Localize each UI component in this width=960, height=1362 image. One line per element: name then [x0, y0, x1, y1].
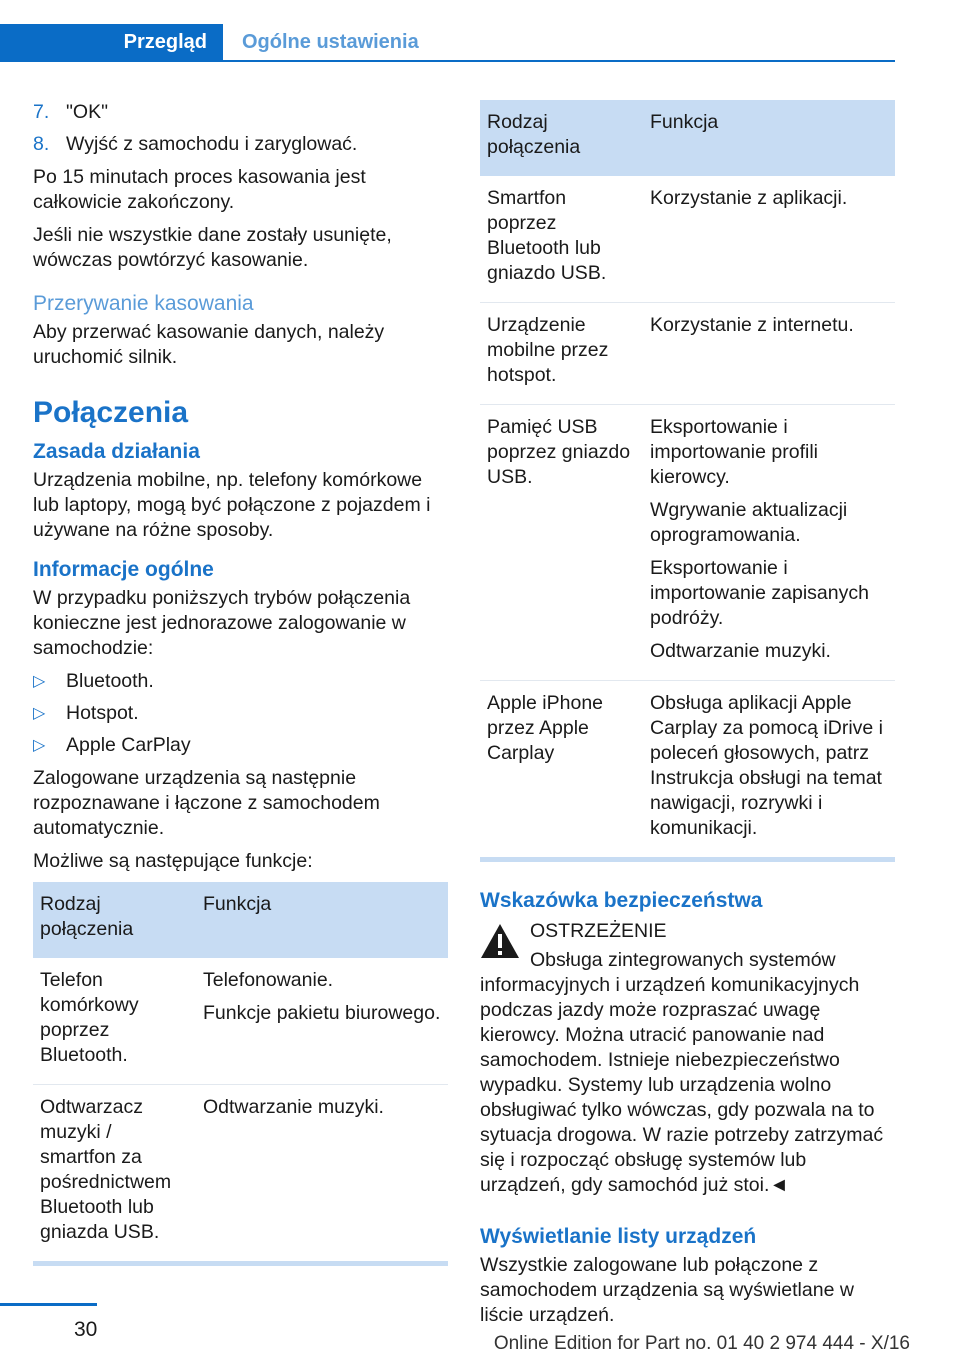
functions-table-left: [33, 882, 448, 1261]
chapter-heading: Połączenia: [33, 396, 189, 429]
cell-text: Eksportowanie i importowanie profili kierowcy.: [650, 416, 818, 488]
table-cell: [643, 405, 895, 681]
table-cell: Pamięć USB poprzez gniazdo USB.: [480, 405, 643, 681]
bullet-text: Apple CarPlay: [66, 734, 191, 756]
cell-text: Funkcje pakietu biurowego.: [203, 1002, 441, 1024]
bullet-triangle-icon: ▷: [33, 705, 46, 722]
table-cell: Smartfon poprzez Bluetooth lub gniazdo USB.: [480, 176, 643, 303]
table-row: [480, 681, 895, 858]
column-header: Rodzaj połączenia: [33, 882, 196, 958]
warning-box: [480, 919, 895, 1198]
table-row: [480, 405, 895, 681]
table-cell: [643, 681, 895, 858]
bullet-text: Bluetooth.: [66, 670, 154, 692]
paragraph: Po 15 minutach proces kasowania jest całkowicie zakończony.: [33, 166, 366, 213]
paragraph: Urządzenia mobilne, np. telefony komórkowe lub laptopy, mogą być połączone z pojazdem i używane na różne sposoby.: [33, 469, 431, 541]
warning-text: Obsługa zintegrowanych systemów informacyjnych i urządzeń komunikacyjnych podczas jazdy może rozpraszać uwagę kierowcy. Można utracić panowanie nad samochodem. Istnieje niebezpieczeństwo wypadku. Systemy lub urządzenia wolno obsługiwać tylko wówczas, gdy pozwala na to sytuacja drogowa. W razie potrzeby zatrzymać się i rozpocząć obsługę systemów lub urządzeń, gdy samochód już stoi.◄: [480, 949, 884, 1196]
warning-title: OSTRZEŻENIE: [530, 920, 667, 942]
table-cell: Apple iPhone przez Apple Carplay: [487, 692, 604, 764]
section-heading-device-list: Wyświetlanie listy urządzeń: [480, 1225, 757, 1248]
table-bottom-rule: [33, 1261, 448, 1266]
cell-text: Eksportowanie i importowanie zapisanych podróży.: [650, 557, 869, 629]
footer-divider: [0, 1303, 97, 1306]
left-column: [33, 100, 448, 1266]
table-cell: [643, 303, 895, 405]
edition-footer: Online Edition for Part no. 01 40 2 974 444 - X/16: [493, 1333, 910, 1354]
table-cell: [196, 958, 448, 1085]
cell-text: Telefonowanie.: [203, 969, 334, 991]
page-header: [0, 0, 895, 62]
header-divider: [0, 60, 895, 62]
list-item: [33, 669, 448, 694]
table-cell: Odtwarzacz muzyki / smartfon za pośrednictwem Bluetooth lub gniazda USB.: [40, 1096, 172, 1243]
table-cell: Telefon komórkowy poprzez Bluetooth.: [33, 958, 196, 1085]
cell-text: Odtwarzanie muzyki.: [650, 640, 831, 662]
connection-modes-list: [33, 669, 448, 758]
table-header-row: [480, 100, 895, 176]
table-cell: [643, 176, 895, 303]
cell-text: Korzystanie z internetu.: [650, 314, 854, 336]
paragraph: W przypadku poniższych trybów połączenia konieczne jest jednorazowe zalogowanie w samochodzie:: [33, 587, 411, 659]
table-row: [33, 958, 448, 1085]
cell-text: Odtwarzanie muzyki.: [203, 1096, 384, 1118]
right-column: [480, 100, 895, 1336]
table-cell: Urządzenie mobilne przez hotspot.: [480, 303, 643, 405]
table-header-row: [33, 882, 448, 958]
paragraph: Wszystkie zalogowane lub połączone z samochodem urządzenia są wyświetlane w liście urządzeń.: [480, 1254, 854, 1326]
steps-list: [33, 100, 448, 157]
step-text: Wyjść z samochodu i zaryglować.: [66, 133, 358, 155]
column-header: Funkcja: [196, 882, 448, 958]
table-row: [480, 303, 895, 405]
section-heading-general: Informacje ogólne: [33, 558, 214, 581]
section-heading-safety: Wskazówka bezpieczeństwa: [480, 889, 763, 912]
list-item: [33, 100, 448, 125]
list-item: [33, 701, 448, 726]
list-item: [33, 132, 448, 157]
warning-triangle-icon: [480, 923, 520, 959]
page-number: 30: [74, 1318, 98, 1341]
cell-text: Wgrywanie aktualizacji oprogramowania.: [650, 499, 848, 546]
paragraph: Możliwe są następujące funkcje:: [33, 850, 313, 872]
column-header: Funkcja: [643, 100, 895, 176]
paragraph: Aby przerwać kasowanie danych, należy uruchomić silnik.: [33, 321, 385, 368]
bullet-triangle-icon: ▷: [33, 673, 46, 690]
cell-text: Korzystanie z aplikacji.: [650, 187, 848, 209]
section-heading-interrupt: Przerywanie kasowania: [33, 292, 254, 315]
table-row: [480, 176, 895, 303]
functions-table-right: [480, 100, 895, 857]
tab-overview[interactable]: Przegląd: [0, 24, 223, 60]
list-item: [33, 733, 448, 758]
column-header: Rodzaj połączenia: [480, 100, 643, 176]
bullet-triangle-icon: ▷: [33, 737, 46, 754]
paragraph: Zalogowane urządzenia są następnie rozpoznawane i łączone z samochodem automatycznie.: [33, 767, 380, 839]
cell-text: Obsługa aplikacji Apple Carplay za pomocą iDrive i poleceń głosowych, patrz Instrukcja obsługi na temat nawigacji, rozrywki i komunikacji.: [650, 692, 884, 839]
table-cell: [196, 1085, 448, 1262]
section-heading-principle: Zasada działania: [33, 440, 200, 463]
bullet-text: Hotspot.: [66, 702, 139, 724]
tab-general-settings[interactable]: Ogólne ustawienia: [242, 30, 419, 53]
table-row: [33, 1085, 448, 1262]
step-number: 8.: [33, 133, 50, 155]
paragraph: Jeśli nie wszystkie dane zostały usunięte, wówczas powtórzyć kasowanie.: [33, 224, 392, 271]
step-number: 7.: [33, 101, 50, 123]
table-bottom-rule: [480, 857, 895, 862]
step-text: "OK": [66, 101, 109, 123]
